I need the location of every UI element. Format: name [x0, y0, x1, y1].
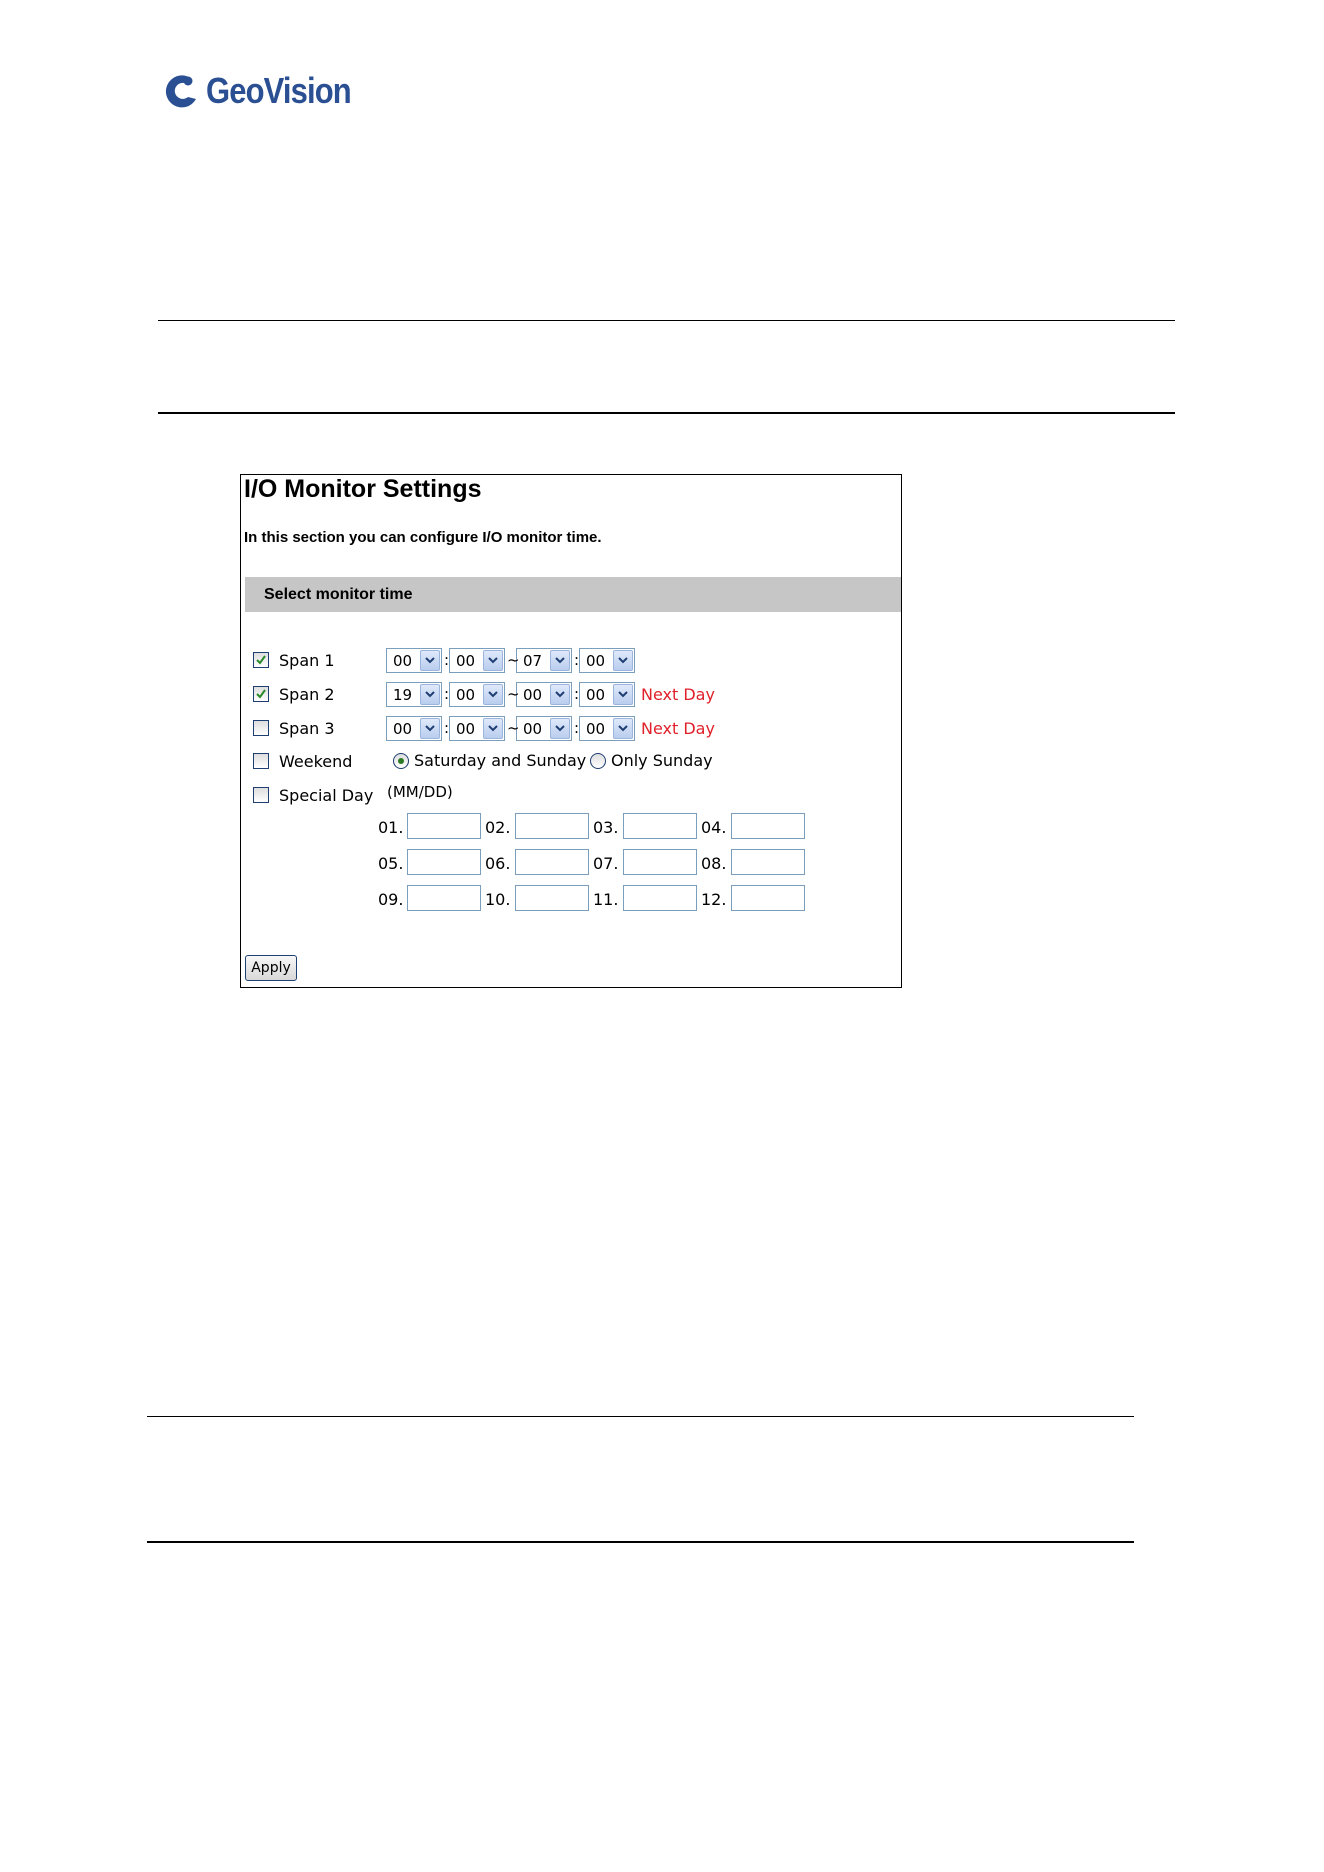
special-day-9-input[interactable]: [407, 885, 481, 911]
span-3-to-hour-select[interactable]: [516, 716, 572, 741]
dropdown-arrow-icon[interactable]: [483, 718, 503, 739]
span-2-checkbox[interactable]: [253, 686, 269, 702]
special-day-5-label: 05.: [378, 854, 404, 873]
span-1-to-hour-select[interactable]: [516, 648, 572, 673]
radio-saturday-and-sunday-label: Saturday and Sunday: [414, 751, 587, 770]
geovision-logo: [162, 70, 374, 112]
select-value: 00: [586, 686, 606, 704]
weekend-checkbox[interactable]: [253, 753, 269, 769]
span-1-from-minute-select[interactable]: [449, 648, 505, 673]
dropdown-arrow-icon[interactable]: [550, 718, 570, 739]
weekend-label: Weekend: [279, 751, 353, 771]
special-day-11-input[interactable]: [623, 885, 697, 911]
special-day-6-label: 06.: [485, 854, 511, 873]
special-day-12-input[interactable]: [731, 885, 805, 911]
colon-separator: :: [444, 719, 450, 737]
span-3-from-hour-select[interactable]: [386, 716, 442, 741]
radio-only-sunday[interactable]: [590, 753, 606, 769]
select-value: 00: [586, 652, 606, 670]
span-1-checkbox[interactable]: [253, 652, 269, 668]
special-day-7-input[interactable]: [623, 849, 697, 875]
radio-selected-dot: [398, 758, 404, 764]
colon-separator: :: [444, 685, 450, 703]
span-1-from-hour-select[interactable]: [386, 648, 442, 673]
dropdown-arrow-icon[interactable]: [550, 684, 570, 705]
span-3-checkbox[interactable]: [253, 720, 269, 736]
span-2-row: [253, 681, 335, 707]
span-2-next-day-label: Next Day: [641, 685, 715, 704]
section-header: [245, 577, 901, 612]
select-value: 00: [586, 720, 606, 738]
dropdown-arrow-icon[interactable]: [613, 718, 633, 739]
span-3-from-minute-select[interactable]: [449, 716, 505, 741]
span-1-label: Span 1: [279, 650, 335, 670]
dropdown-arrow-icon[interactable]: [613, 684, 633, 705]
special-day-3-label: 03.: [593, 818, 619, 837]
dropdown-arrow-icon[interactable]: [420, 684, 440, 705]
span-2-label: Span 2: [279, 684, 335, 704]
colon-separator: :: [574, 719, 580, 737]
special-day-5-input[interactable]: [407, 849, 481, 875]
weekend-row: [253, 748, 353, 774]
top-rule-1: [158, 320, 1175, 321]
span-2-to-hour-select[interactable]: [516, 682, 572, 707]
special-day-1-label: 01.: [378, 818, 404, 837]
select-value: 07: [523, 652, 543, 670]
special-day-2-input[interactable]: [515, 813, 589, 839]
special-day-10-label: 10.: [485, 890, 511, 909]
special-day-9-label: 09.: [378, 890, 404, 909]
dropdown-arrow-icon[interactable]: [483, 684, 503, 705]
special-day-10-input[interactable]: [515, 885, 589, 911]
special-day-label: Special Day: [279, 785, 374, 805]
select-value: 00: [456, 686, 476, 704]
radio-saturday-and-sunday[interactable]: [393, 753, 409, 769]
radio-only-sunday-label: Only Sunday: [611, 751, 713, 770]
checkmark-icon: [255, 654, 267, 666]
special-day-1-input[interactable]: [407, 813, 481, 839]
special-day-format: (MM/DD): [387, 783, 453, 801]
section-title: Select monitor time: [264, 586, 413, 603]
special-day-7-label: 07.: [593, 854, 619, 873]
select-value: 00: [456, 720, 476, 738]
panel-title: I/O Monitor Settings: [244, 475, 482, 503]
special-day-4-label: 04.: [701, 818, 727, 837]
special-day-checkbox[interactable]: [253, 787, 269, 803]
dropdown-arrow-icon[interactable]: [550, 650, 570, 671]
special-day-2-label: 02.: [485, 818, 511, 837]
io-monitor-settings-panel: [240, 474, 902, 988]
special-day-12-label: 12.: [701, 890, 727, 909]
dropdown-arrow-icon[interactable]: [613, 650, 633, 671]
special-day-8-input[interactable]: [731, 849, 805, 875]
select-value: 19: [393, 686, 413, 704]
select-value: 00: [523, 686, 543, 704]
select-value: 00: [523, 720, 543, 738]
span-3-label: Span 3: [279, 718, 335, 738]
colon-separator: :: [574, 685, 580, 703]
apply-button[interactable]: Apply: [245, 955, 297, 981]
select-value: 00: [393, 652, 413, 670]
panel-description: In this section you can configure I/O monitor time.: [244, 529, 602, 546]
span-2-from-minute-select[interactable]: [449, 682, 505, 707]
dropdown-arrow-icon[interactable]: [420, 718, 440, 739]
checkmark-icon: [255, 688, 267, 700]
span-3-to-minute-select[interactable]: [579, 716, 635, 741]
colon-separator: :: [574, 651, 580, 669]
span-3-row: [253, 715, 335, 741]
bottom-rule-1: [147, 1416, 1134, 1417]
span-2-from-hour-select[interactable]: [386, 682, 442, 707]
select-value: 00: [393, 720, 413, 738]
special-day-3-input[interactable]: [623, 813, 697, 839]
brand-name: GeoVision: [206, 70, 351, 111]
tilde-separator: ~: [507, 719, 520, 737]
span-1-row: [253, 647, 335, 673]
special-day-8-label: 08.: [701, 854, 727, 873]
tilde-separator: ~: [507, 685, 520, 703]
special-day-4-input[interactable]: [731, 813, 805, 839]
special-day-row: [253, 782, 374, 808]
bottom-rule-2: [147, 1541, 1134, 1543]
span-2-to-minute-select[interactable]: [579, 682, 635, 707]
tilde-separator: ~: [507, 651, 520, 669]
select-value: 00: [456, 652, 476, 670]
geovision-logo-icon: [162, 71, 200, 111]
top-rule-2: [158, 412, 1175, 414]
dropdown-arrow-icon[interactable]: [420, 650, 440, 671]
colon-separator: :: [444, 651, 450, 669]
span-1-to-minute-select[interactable]: [579, 648, 635, 673]
special-day-6-input[interactable]: [515, 849, 589, 875]
dropdown-arrow-icon[interactable]: [483, 650, 503, 671]
special-day-11-label: 11.: [593, 890, 619, 909]
span-3-next-day-label: Next Day: [641, 719, 715, 738]
